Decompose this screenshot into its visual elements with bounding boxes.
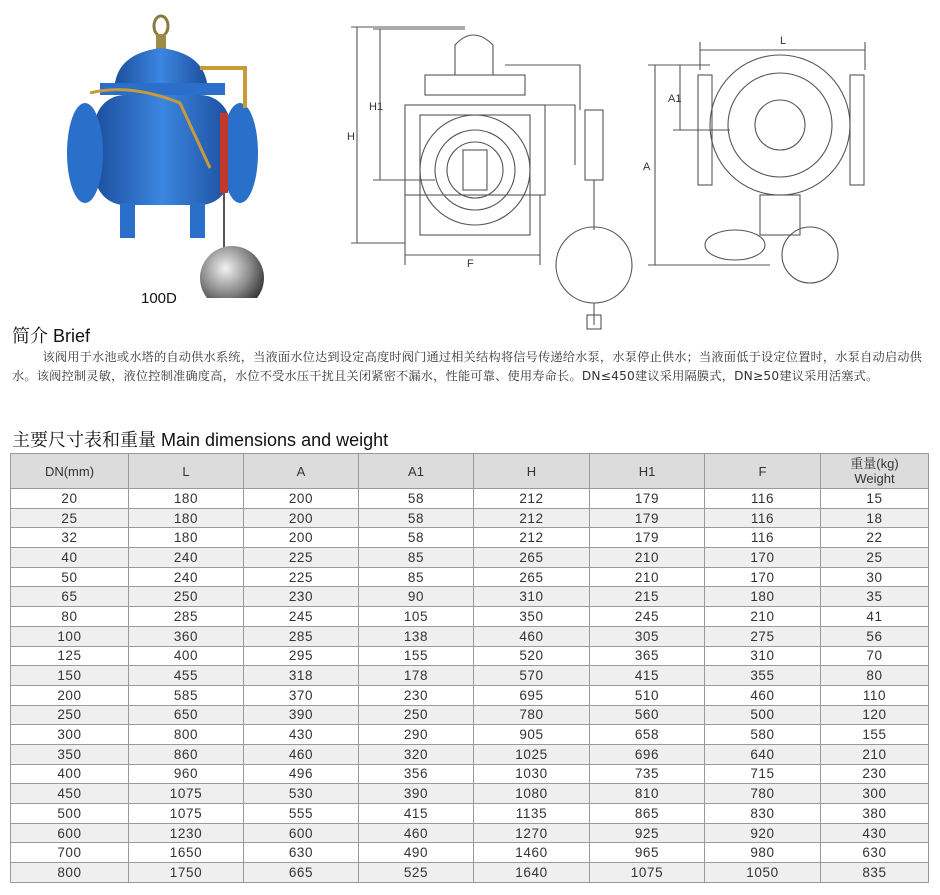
cell-h1: 179 [590, 528, 705, 548]
cell-weight: 80 [821, 666, 929, 686]
cell-l: 650 [129, 705, 244, 725]
cell-weight: 110 [821, 685, 929, 705]
cell-f: 355 [705, 666, 821, 686]
cell-a1: 490 [359, 843, 474, 863]
cell-h1: 179 [590, 508, 705, 528]
cell-h: 1030 [474, 764, 590, 784]
cell-a: 530 [244, 784, 359, 804]
cell-weight: 30 [821, 567, 929, 587]
cell-f: 116 [705, 489, 821, 509]
cell-f: 1050 [705, 863, 821, 883]
cell-l: 285 [129, 607, 244, 627]
table-row [11, 843, 929, 863]
cell-dn: 450 [11, 784, 129, 804]
cell-a1: 58 [359, 508, 474, 528]
cell-a: 390 [244, 705, 359, 725]
cell-weight: 18 [821, 508, 929, 528]
cell-f: 210 [705, 607, 821, 627]
cell-weight: 430 [821, 823, 929, 843]
dimensions-table [10, 453, 929, 883]
table-row [11, 646, 929, 666]
cell-a1: 290 [359, 725, 474, 745]
table-row [11, 784, 929, 804]
cell-f: 830 [705, 804, 821, 824]
table-row [11, 725, 929, 745]
cell-dn: 400 [11, 764, 129, 784]
cell-h: 1640 [474, 863, 590, 883]
cell-h1: 510 [590, 685, 705, 705]
cell-h1: 179 [590, 489, 705, 509]
dim-label-a: A [643, 161, 651, 173]
cell-a: 200 [244, 528, 359, 548]
cell-dn: 200 [11, 685, 129, 705]
cell-f: 116 [705, 508, 821, 528]
cell-l: 800 [129, 725, 244, 745]
cell-a: 370 [244, 685, 359, 705]
table-row [11, 567, 929, 587]
table-row [11, 863, 929, 883]
dimensions-heading: 主要尺寸表和重量 Main dimensions and weight [12, 430, 389, 450]
cell-l: 585 [129, 685, 244, 705]
cell-a1: 390 [359, 784, 474, 804]
col-header-f: F [705, 454, 821, 489]
cell-h: 520 [474, 646, 590, 666]
cell-a1: 356 [359, 764, 474, 784]
cell-dn: 25 [11, 508, 129, 528]
cell-f: 580 [705, 725, 821, 745]
cell-l: 240 [129, 567, 244, 587]
cell-l: 860 [129, 744, 244, 764]
cell-f: 920 [705, 823, 821, 843]
cell-dn: 20 [11, 489, 129, 509]
cell-a1: 105 [359, 607, 474, 627]
cell-weight: 230 [821, 764, 929, 784]
table-row [11, 666, 929, 686]
cell-a: 225 [244, 548, 359, 568]
col-header-weight-cn: 重量(kg) [850, 456, 899, 471]
cell-h: 265 [474, 548, 590, 568]
cell-a1: 320 [359, 744, 474, 764]
cell-l: 455 [129, 666, 244, 686]
cell-a: 630 [244, 843, 359, 863]
cell-weight: 22 [821, 528, 929, 548]
cell-weight: 380 [821, 804, 929, 824]
cell-l: 1650 [129, 843, 244, 863]
cell-h: 265 [474, 567, 590, 587]
cell-h1: 305 [590, 626, 705, 646]
cell-a1: 250 [359, 705, 474, 725]
dim-label-l: L [780, 35, 787, 47]
cell-h1: 965 [590, 843, 705, 863]
dim-label-h: H [347, 131, 355, 143]
cell-l: 960 [129, 764, 244, 784]
cell-a: 285 [244, 626, 359, 646]
cell-weight: 630 [821, 843, 929, 863]
col-header-h1: H1 [590, 454, 705, 489]
cell-h: 1080 [474, 784, 590, 804]
cell-a: 460 [244, 744, 359, 764]
cell-a: 600 [244, 823, 359, 843]
model-label: 100D [141, 290, 177, 307]
table-row [11, 705, 929, 725]
dim-label-a1: A1 [668, 93, 682, 105]
valve-end-drawing [640, 30, 890, 290]
table-row [11, 548, 929, 568]
cell-f: 780 [705, 784, 821, 804]
table-row [11, 764, 929, 784]
cell-weight: 210 [821, 744, 929, 764]
col-header-dn: DN(mm) [11, 454, 129, 489]
cell-h1: 925 [590, 823, 705, 843]
cell-a: 225 [244, 567, 359, 587]
cell-h1: 865 [590, 804, 705, 824]
cell-a1: 178 [359, 666, 474, 686]
cell-l: 360 [129, 626, 244, 646]
cell-h: 1025 [474, 744, 590, 764]
cell-weight: 120 [821, 705, 929, 725]
cell-h1: 245 [590, 607, 705, 627]
col-header-weight [821, 454, 929, 489]
cell-weight: 155 [821, 725, 929, 745]
cell-h1: 810 [590, 784, 705, 804]
cell-dn: 100 [11, 626, 129, 646]
cell-a: 230 [244, 587, 359, 607]
cell-a1: 525 [359, 863, 474, 883]
cell-h: 1270 [474, 823, 590, 843]
cell-l: 180 [129, 528, 244, 548]
cell-h1: 696 [590, 744, 705, 764]
cell-a: 496 [244, 764, 359, 784]
cell-a: 430 [244, 725, 359, 745]
col-header-h: H [474, 454, 590, 489]
cell-h1: 365 [590, 646, 705, 666]
cell-h1: 210 [590, 548, 705, 568]
cell-f: 980 [705, 843, 821, 863]
cell-h: 212 [474, 508, 590, 528]
cell-f: 640 [705, 744, 821, 764]
cell-l: 400 [129, 646, 244, 666]
cell-weight: 15 [821, 489, 929, 509]
cell-weight: 300 [821, 784, 929, 804]
cell-h: 310 [474, 587, 590, 607]
dim-label-h1: H1 [369, 101, 384, 113]
cell-weight: 70 [821, 646, 929, 666]
cell-a1: 415 [359, 804, 474, 824]
cell-a1: 138 [359, 626, 474, 646]
cell-dn: 700 [11, 843, 129, 863]
cell-dn: 500 [11, 804, 129, 824]
cell-h: 1460 [474, 843, 590, 863]
table-row [11, 489, 929, 509]
cell-a: 200 [244, 489, 359, 509]
cell-l: 250 [129, 587, 244, 607]
table-row [11, 508, 929, 528]
cell-dn: 80 [11, 607, 129, 627]
table-row [11, 823, 929, 843]
table-row [11, 587, 929, 607]
cell-h: 695 [474, 685, 590, 705]
valve-side-drawing [345, 15, 635, 345]
cell-l: 1750 [129, 863, 244, 883]
cell-a1: 155 [359, 646, 474, 666]
cell-dn: 65 [11, 587, 129, 607]
cell-h: 570 [474, 666, 590, 686]
cell-f: 170 [705, 548, 821, 568]
cell-weight: 35 [821, 587, 929, 607]
cell-dn: 600 [11, 823, 129, 843]
cell-weight: 41 [821, 607, 929, 627]
cell-h1: 735 [590, 764, 705, 784]
table-row [11, 528, 929, 548]
cell-h: 780 [474, 705, 590, 725]
table-row [11, 744, 929, 764]
cell-f: 310 [705, 646, 821, 666]
cell-h1: 215 [590, 587, 705, 607]
cell-l: 1075 [129, 784, 244, 804]
cell-f: 715 [705, 764, 821, 784]
cell-weight: 835 [821, 863, 929, 883]
cell-h1: 1075 [590, 863, 705, 883]
cell-dn: 300 [11, 725, 129, 745]
cell-h1: 210 [590, 567, 705, 587]
cell-dn: 250 [11, 705, 129, 725]
cell-a: 318 [244, 666, 359, 686]
cell-l: 1075 [129, 804, 244, 824]
cell-a1: 58 [359, 489, 474, 509]
cell-h: 350 [474, 607, 590, 627]
col-header-l: L [129, 454, 244, 489]
table-row [11, 607, 929, 627]
cell-h: 212 [474, 489, 590, 509]
cell-dn: 150 [11, 666, 129, 686]
table-row [11, 804, 929, 824]
cell-f: 170 [705, 567, 821, 587]
cell-f: 460 [705, 685, 821, 705]
cell-l: 1230 [129, 823, 244, 843]
cell-h1: 560 [590, 705, 705, 725]
cell-a: 245 [244, 607, 359, 627]
cell-a: 555 [244, 804, 359, 824]
cell-a: 200 [244, 508, 359, 528]
cell-a1: 90 [359, 587, 474, 607]
cell-f: 275 [705, 626, 821, 646]
cell-dn: 800 [11, 863, 129, 883]
cell-f: 116 [705, 528, 821, 548]
cell-h1: 658 [590, 725, 705, 745]
cell-l: 180 [129, 508, 244, 528]
table-row [11, 626, 929, 646]
cell-a1: 85 [359, 567, 474, 587]
cell-a1: 230 [359, 685, 474, 705]
cell-l: 180 [129, 489, 244, 509]
cell-dn: 350 [11, 744, 129, 764]
table-row [11, 685, 929, 705]
col-header-a1: A1 [359, 454, 474, 489]
col-header-weight-en: Weight [854, 471, 895, 486]
cell-h: 212 [474, 528, 590, 548]
cell-a1: 58 [359, 528, 474, 548]
cell-a1: 460 [359, 823, 474, 843]
cell-h: 1135 [474, 804, 590, 824]
cell-a: 665 [244, 863, 359, 883]
cell-weight: 25 [821, 548, 929, 568]
cell-f: 180 [705, 587, 821, 607]
col-header-a: A [244, 454, 359, 489]
cell-h1: 415 [590, 666, 705, 686]
valve-product-photo [60, 8, 280, 298]
brief-paragraph: 该阀用于水池或水塔的自动供水系统，当液面水位达到设定高度时阀门通过相关结构将信号传递给水泵，水泵停止供水；当液面低于设定位置时，水泵自动启动供水。该阀控制灵敏，液位控制准确度高，水位不受水压干扰且关闭紧密不漏水，性能可靠、使用寿命长。DN≤450建议采用隔膜式，DN≥50建议采用活塞式。 [12, 350, 923, 383]
cell-dn: 32 [11, 528, 129, 548]
cell-a: 295 [244, 646, 359, 666]
cell-dn: 40 [11, 548, 129, 568]
table-header-row [11, 454, 929, 489]
cell-dn: 50 [11, 567, 129, 587]
cell-weight: 56 [821, 626, 929, 646]
cell-h: 905 [474, 725, 590, 745]
brief-heading: 简介 Brief [12, 326, 91, 346]
cell-dn: 125 [11, 646, 129, 666]
cell-l: 240 [129, 548, 244, 568]
dim-label-f: F [467, 258, 474, 270]
cell-h: 460 [474, 626, 590, 646]
cell-a1: 85 [359, 548, 474, 568]
cell-f: 500 [705, 705, 821, 725]
